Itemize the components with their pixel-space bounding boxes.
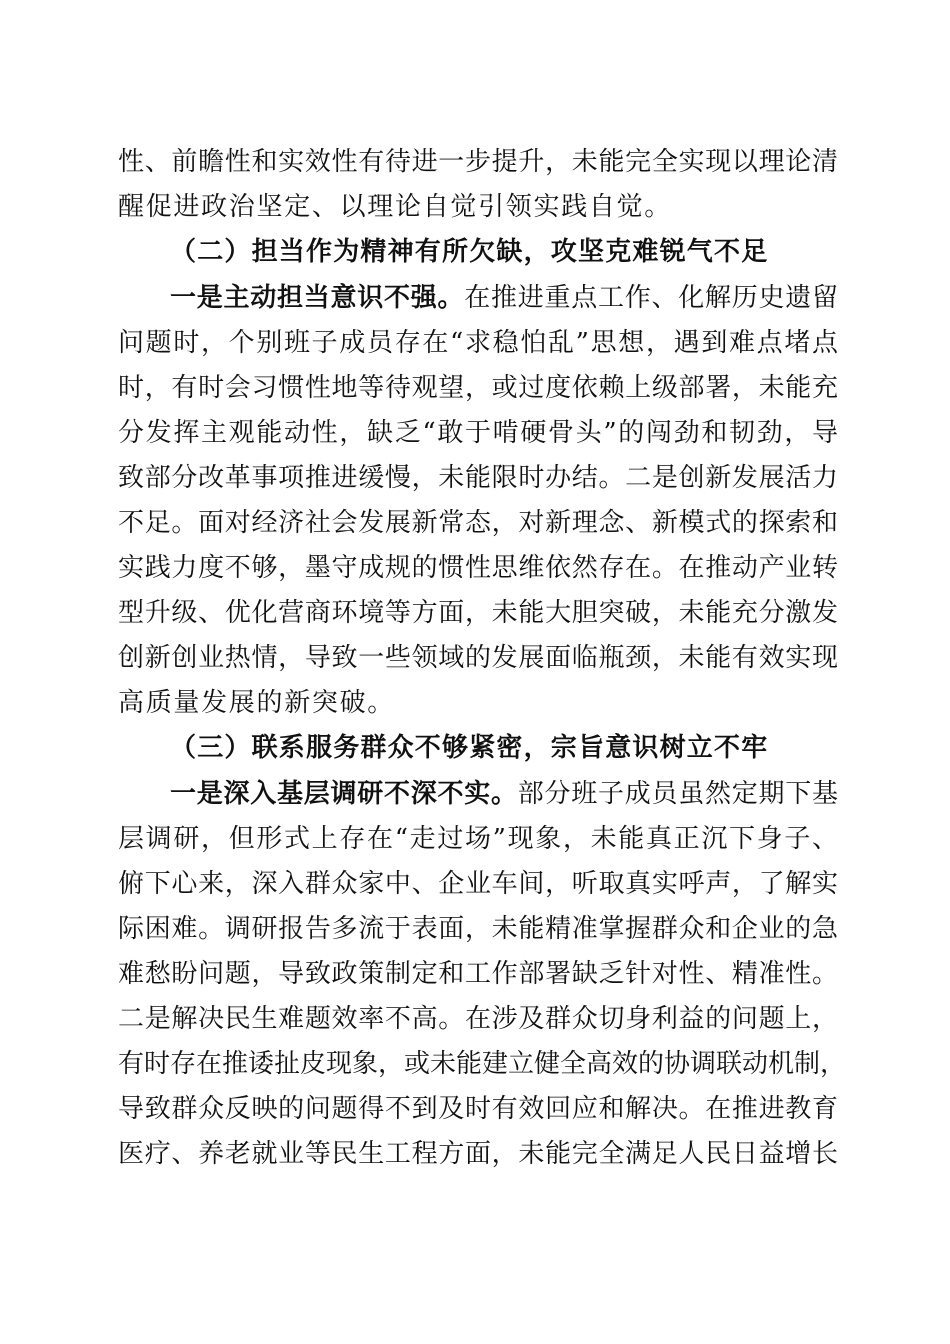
section-three-heading: （三）联系服务群众不够紧密，宗旨意识树立不牢: [170, 733, 769, 763]
section-three-line: 俯下心来，深入群众家中、企业车间，听取真实呼声，了解实: [118, 869, 838, 899]
intro-line-2: 醒促进政治坚定、以理论自觉引领实践自觉。: [118, 192, 673, 222]
section-three-lead: 一是深入基层调研不深不实。: [170, 779, 518, 809]
section-two-lead: 一是主动担当意识不强。: [170, 283, 465, 313]
section-two-heading: （二）担当作为精神有所欠缺，攻坚克难锐气不足: [170, 237, 769, 267]
section-two-line: 实践力度不够，墨守成规的惯性思维依然存在。在推动产业转: [118, 553, 838, 583]
section-three-line: 医疗、养老就业等民生工程方面，未能完全满足人民日益增长: [118, 1139, 838, 1169]
section-two-line: 创新创业热情，导致一些领域的发展面临瓶颈，未能有效实现: [118, 643, 838, 673]
section-two-line-last: 高质量发展的新突破。: [118, 688, 396, 718]
section-three-line: 难愁盼问题，导致政策制定和工作部署缺乏针对性、精准性。: [118, 959, 838, 989]
section-two-first-line: [170, 278, 838, 318]
intro-line-1: 性、前瞻性和实效性有待进一步提升，未能完全实现以理论清: [118, 147, 838, 177]
section-two-line: 致部分改革事项推进缓慢，未能限时办结。二是创新发展活力: [118, 463, 838, 493]
section-three-line: 导致群众反映的问题得不到及时有效回应和解决。在推进教育: [118, 1094, 838, 1124]
section-three-line: 层调研，但形式上存在“走过场”现象，未能真正沉下身子、: [118, 824, 838, 854]
section-two-first-line-rest: 在推进重点工作、化解历史遗留: [464, 283, 838, 313]
section-two-line: 问题时，个别班子成员存在“求稳怕乱”思想，遇到难点堵点: [118, 328, 838, 358]
section-two-line: 型升级、优化营商环境等方面，未能大胆突破，未能充分激发: [118, 598, 838, 628]
section-two-line: 分发挥主观能动性，缺乏“敢于啃硬骨头”的闯劲和韧劲，导: [118, 418, 838, 448]
section-three-first-line-rest: 部分班子成员虽然定期下基: [517, 779, 838, 809]
section-two-line: 时，有时会习惯性地等待观望，或过度依赖上级部署，未能充: [118, 373, 838, 403]
section-three-line: 二是解决民生难题效率不高。在涉及群众切身利益的问题上，: [118, 1004, 838, 1034]
section-three-line: 有时存在推诿扯皮现象，或未能建立健全高效的协调联动机制，: [118, 1049, 847, 1079]
section-two-line: 不足。面对经济社会发展新常态，对新理念、新模式的探索和: [118, 508, 838, 538]
section-three-line: 际困难。调研报告多流于表面，未能精准掌握群众和企业的急: [118, 914, 838, 944]
section-three-first-line: [170, 774, 838, 814]
